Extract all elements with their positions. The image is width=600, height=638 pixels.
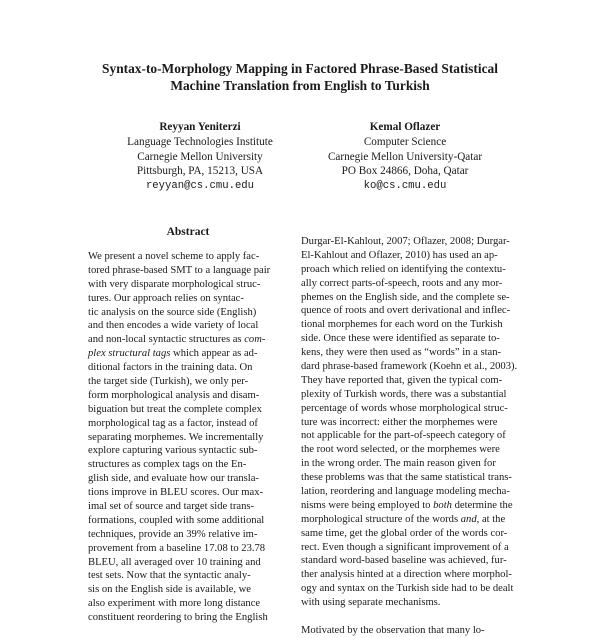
text-line: tions improve in BLEU scores. Our max-	[88, 487, 264, 499]
author-email[interactable]: reyyan@cs.cmu.edu	[145, 180, 255, 193]
text-line: plex structural tags which appear as ad-	[88, 348, 258, 360]
text-line: ogy and syntax on the Turkish side had to be dealt	[301, 583, 514, 595]
text-line: proach which relied on identifying the contextu-	[301, 263, 506, 275]
text-line: tional morphemes for each word on the Turkish	[301, 319, 503, 331]
text-line: and non-local syntactic structures as com-	[88, 334, 266, 346]
text-line: standard word-based baseline was achieved, fur-	[301, 555, 507, 567]
author-block-2	[300, 120, 510, 194]
abstract-text	[88, 250, 286, 625]
author-name: Reyyan Yeniterzi	[159, 121, 241, 133]
text-line: techniques, provide an 39% relative im-	[88, 528, 258, 540]
text-line: form morphological analysis and disam-	[88, 389, 260, 401]
text-line: nisms were being employed to both determine the	[301, 499, 513, 511]
text-line: ture was incorrect: either the morphemes were	[301, 416, 498, 428]
text-line: imal set of source and target side trans-	[88, 501, 255, 513]
text-line: dard phrase-based framework (Koehn et al., 2003).	[301, 361, 518, 373]
text-line: same time, get the global order of the words cor-	[301, 527, 508, 539]
text-line: We present a novel scheme to apply fac-	[88, 251, 260, 262]
text-line: tic analysis on the source side (English)	[88, 306, 257, 318]
text-line: quence of roots and overt derivational and inflec-	[301, 305, 511, 317]
text-line: provement from a baseline 17.08 to 23.78	[88, 542, 266, 554]
text-line: structures as complex tags on the En-	[88, 459, 247, 471]
text-line: explore capturing various syntactic sub-	[88, 445, 258, 457]
text-line: the target side (Turkish), we only per-	[88, 376, 249, 388]
text-line: rect. Even though a significant improvement of a	[301, 541, 509, 553]
text-line	[301, 610, 523, 624]
paper-title	[60, 60, 540, 94]
text-line: BLEU, all averaged over 10 training and	[88, 556, 261, 568]
text-line: morphological structure of the words and, at the	[301, 513, 506, 525]
author-institution: Carnegie Mellon University	[137, 150, 263, 163]
text-line: in the wrong order. The main reason given for	[301, 458, 496, 470]
text-line: tored phrase-based SMT to a language pair	[88, 264, 271, 276]
text-line: test sets. Now that the syntactic analy-	[88, 570, 251, 582]
text-line: these problems was that the same statistical trans-	[301, 472, 512, 484]
text-line: phemes on the English side, and the complete se-	[301, 291, 510, 303]
text-line: morphological tag as a factor, instead of	[88, 417, 258, 429]
text-line: separating morphemes. We incrementally	[88, 431, 264, 443]
author-email[interactable]: ko@cs.cmu.edu	[363, 180, 447, 193]
text-line: with using separate mechanisms.	[301, 597, 441, 609]
text-line: and then encodes a wide variety of local	[88, 320, 259, 332]
text-line: the root word selected, or the morphemes were	[301, 444, 500, 456]
text-line: kens, they were then used as “words” in a stan-	[301, 347, 502, 359]
text-line: not applicable for the part-of-speech category of	[301, 430, 506, 442]
intro-body-text	[301, 235, 523, 638]
text-line: They have reported that, given the typical com-	[301, 374, 503, 386]
abstract-heading: Abstract	[166, 226, 210, 238]
text-line: lation, reordering and language modeling mecha-	[301, 486, 510, 498]
author-institution: Carnegie Mellon University-Qatar	[327, 150, 483, 163]
text-line: side. Once these were identified as separate to-	[301, 333, 500, 345]
text-line: Durgar-El-Kahlout, 2007; Oflazer, 2008; Durgar-	[301, 236, 510, 247]
author-affiliation: Language Technologies Institute	[127, 135, 273, 148]
text-line: plexity of Turkish words, there was a substantial	[301, 388, 507, 400]
text-line: with very disparate morphological struc-	[88, 278, 261, 290]
text-line: glish side, and evaluate how our transla-	[88, 473, 259, 485]
text-line: also experiment with more long distance	[88, 598, 261, 610]
author-block-1	[100, 120, 300, 194]
title-line-2: Machine Translation from English to Turkish	[170, 78, 430, 93]
author-affiliation: Computer Science	[363, 135, 447, 148]
text-line: formations, coupled with some additional	[88, 514, 265, 526]
author-address: PO Box 24866, Doha, Qatar	[341, 165, 469, 178]
text-line: ther analysis hinted at a direction where morphol-	[301, 569, 512, 581]
author-address: Pittsburgh, PA, 15213, USA	[136, 165, 264, 178]
text-line: sis on the English side is available, we	[88, 584, 251, 596]
text-line: ditional factors in the training data. On	[88, 362, 253, 374]
text-line: Motivated by the observation that many lo-	[301, 624, 485, 636]
text-line: ally correct parts-of-speech, roots and any mor-	[301, 277, 503, 289]
text-line: percentage of words whose morphological struc-	[301, 402, 508, 414]
text-line: El-Kahlout and Oflazer, 2010) has used an ap-	[301, 249, 498, 261]
text-line: tures. Our approach relies on syntac-	[88, 292, 244, 304]
author-name: Kemal Oflazer	[369, 121, 441, 133]
text-line: biguation but treat the complete complex	[88, 403, 262, 415]
title-line-1: Syntax-to-Morphology Mapping in Factored Phrase-Based Statistical	[102, 61, 498, 76]
text-line: constituent reordering to bring the English	[88, 612, 268, 624]
